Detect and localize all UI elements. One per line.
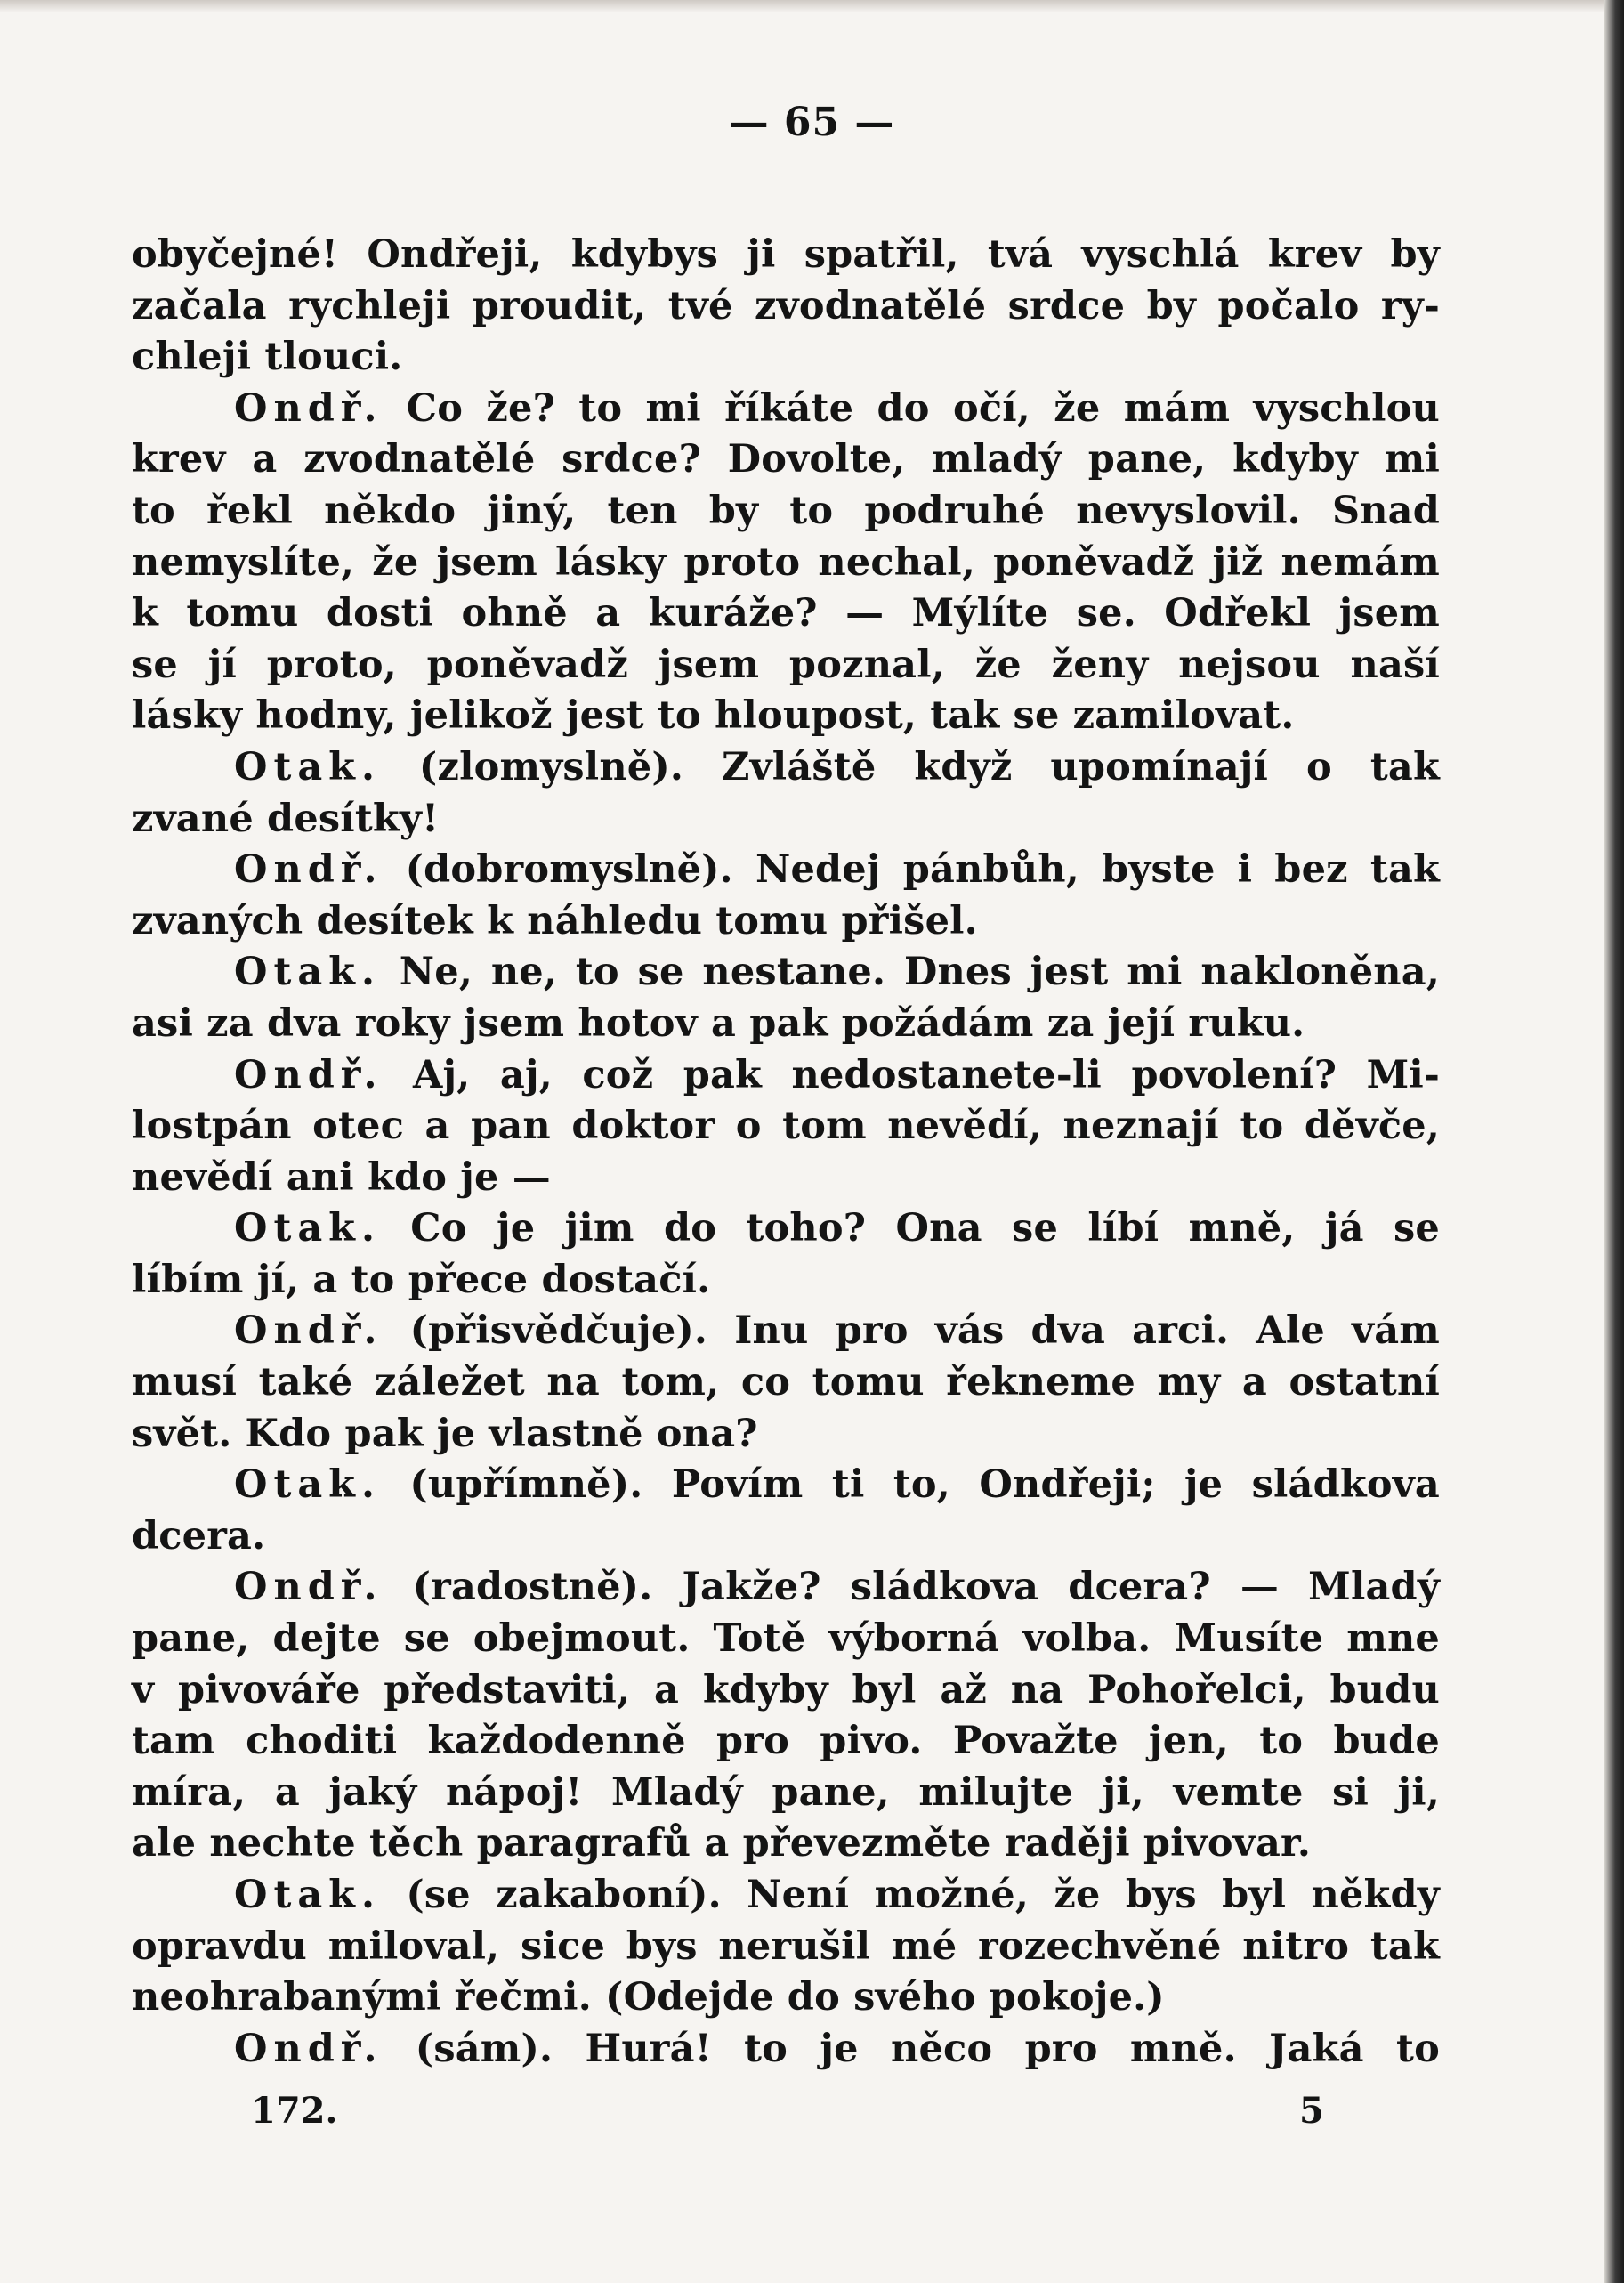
line-text: nevědí ani kdo je — (132, 1154, 551, 1200)
text-line (132, 588, 1440, 640)
text-line (132, 845, 1440, 896)
line-text: obyčejné! Ondřeji, kdybys ji spatřil, tvá vyschlá krev by (132, 232, 1440, 277)
line-text: nemyslíte, že jsem lásky proto nechal, poněvadž již nemám (132, 539, 1440, 585)
line-text: pane, dejte se obejmout. Totě výborná volba. Musíte mne (132, 1616, 1440, 1662)
line-text: začala rychleji proudit, tvé zvodnatělé srdce by počalo ry- (132, 283, 1440, 328)
line-text: Co že? to mi říkáte do očí, že mám vyschlou (383, 385, 1440, 431)
line-text: asi za dva roky jsem hotov a pak požádám za její ruku. (132, 1000, 1305, 1046)
line-text: (sám). Hurá! to je něco pro mně. Jaká to (383, 2026, 1440, 2071)
line-text: tam choditi každodenně pro pivo. Považte jen, to bude (132, 1719, 1440, 1764)
text-line (132, 486, 1440, 538)
page-number: — 65 — (729, 100, 895, 145)
line-text: musí také záležet na tom, co tomu řekneme my a ostatní (132, 1360, 1440, 1405)
text-line (132, 1716, 1440, 1768)
text-line (132, 742, 1440, 794)
line-text: Aj, aj, což pak nedostanete-li povolení? Mi- (383, 1052, 1440, 1097)
line-text: to řekl někdo jiný, ten by to podruhé nevyslovil. Snad (132, 488, 1440, 533)
line-text: Co je jim do toho? Ona se líbí mně, já se (380, 1206, 1440, 1251)
text-line (132, 1050, 1440, 1102)
text-line (132, 794, 1440, 846)
text-line (132, 1357, 1440, 1409)
text-line (132, 2024, 1440, 2076)
sheet-number: 5 (1299, 2090, 1324, 2132)
text-line (132, 1409, 1440, 1461)
text-line (132, 384, 1440, 435)
speaker-name: Ondř. (234, 1308, 384, 1354)
text-line (132, 281, 1440, 333)
line-text: krev a zvodnatělé srdce? Dovolte, mladý pane, kdyby mi (132, 437, 1440, 482)
scan-edge-right (1604, 0, 1624, 2283)
text-line (132, 1511, 1440, 1563)
line-text: Ne, ne, to se nestane. Dnes jest mi nakloněna, (380, 950, 1440, 995)
text-line (132, 691, 1440, 742)
text-line (132, 332, 1440, 384)
speaker-name: Ondř. (234, 847, 384, 893)
text-line (132, 999, 1440, 1050)
speaker-name: Ondř. (234, 1565, 384, 1610)
line-text: svět. Kdo pak je vlastně ona? (132, 1411, 758, 1456)
line-text: v pivováře představiti, a kdyby byl až na Pohořelci, budu (132, 1667, 1440, 1712)
line-text: zvaných desítek k náhledu tomu přišel. (132, 898, 978, 943)
line-text: ale nechte těch paragrafů a převezměte raději pivovar. (132, 1821, 1312, 1866)
speaker-name: Ondř. (234, 385, 384, 431)
speaker-name: Ondř. (234, 1052, 384, 1097)
printer-signature: 172. (251, 2090, 338, 2132)
line-text: lásky hodny, jelikož jest to hloupost, tak se zamilovat. (132, 693, 1295, 739)
line-text: k tomu dosti ohně a kuráže? — Mýlíte se. Odřekl jsem (132, 591, 1440, 636)
line-text: líbím jí, a to přece dostačí. (132, 1257, 711, 1302)
line-text: (přisvědčuje). Inu pro vás dva arci. Ale vám (383, 1308, 1440, 1354)
text-line (132, 1203, 1440, 1255)
line-text: zvané desítky! (132, 796, 440, 841)
text-line (132, 1870, 1440, 1922)
text-line (132, 640, 1440, 692)
text-line (132, 1922, 1440, 1973)
text-line (132, 538, 1440, 589)
text-line (132, 230, 1440, 281)
line-text: (upřímně). Povím ti to, Ondřeji; je sládkova (380, 1462, 1440, 1508)
text-line (132, 1460, 1440, 1511)
text-line (132, 1562, 1440, 1614)
text-line (132, 947, 1440, 999)
text-line (132, 1306, 1440, 1357)
speaker-name: Otak. (234, 1206, 381, 1251)
speaker-name: Otak. (234, 1462, 381, 1508)
line-text: opravdu miloval, sice bys nerušil mé rozechvěné nitro tak (132, 1923, 1440, 1969)
text-line (132, 434, 1440, 486)
text-line (132, 1768, 1440, 1819)
speaker-name: Otak. (234, 744, 381, 789)
line-text: dcera. (132, 1513, 266, 1558)
text-line (132, 1101, 1440, 1153)
text-line (132, 1153, 1440, 1204)
line-text: (radostně). Jakže? sládkova dcera? — Mladý (383, 1565, 1440, 1610)
speaker-name: Otak. (234, 950, 381, 995)
speaker-name: Otak. (234, 1873, 381, 1917)
line-text: chleji tlouci. (132, 335, 403, 380)
text-line (132, 1255, 1440, 1307)
text-line (132, 1614, 1440, 1665)
text-line (132, 1665, 1440, 1717)
line-text: (dobromyslně). Nedej pánbůh, byste i bez tak (383, 847, 1440, 893)
scan-edge-top (0, 0, 1624, 12)
line-text: (se zakaboní). Není možné, že bys byl někdy (380, 1873, 1440, 1917)
line-text: se jí proto, poněvadž jsem poznal, že ženy nejsou naší (132, 642, 1440, 687)
speaker-name: Ondř. (234, 2026, 384, 2071)
body-text (132, 230, 1440, 2075)
line-text: míra, a jaký nápoj! Mladý pane, milujte ji, vemte si ji, (132, 1769, 1440, 1815)
line-text: lostpán otec a pan doktor o tom nevědí, neznají to děvče, (132, 1104, 1440, 1149)
text-line (132, 896, 1440, 948)
text-line (132, 1972, 1440, 2024)
line-text: neohrabanými řečmi. (Odejde do svého pokoje.) (132, 1975, 1165, 2020)
text-line (132, 1818, 1440, 1870)
line-text: (zlomyslně). Zvláště když upomínají o tak (380, 744, 1440, 789)
